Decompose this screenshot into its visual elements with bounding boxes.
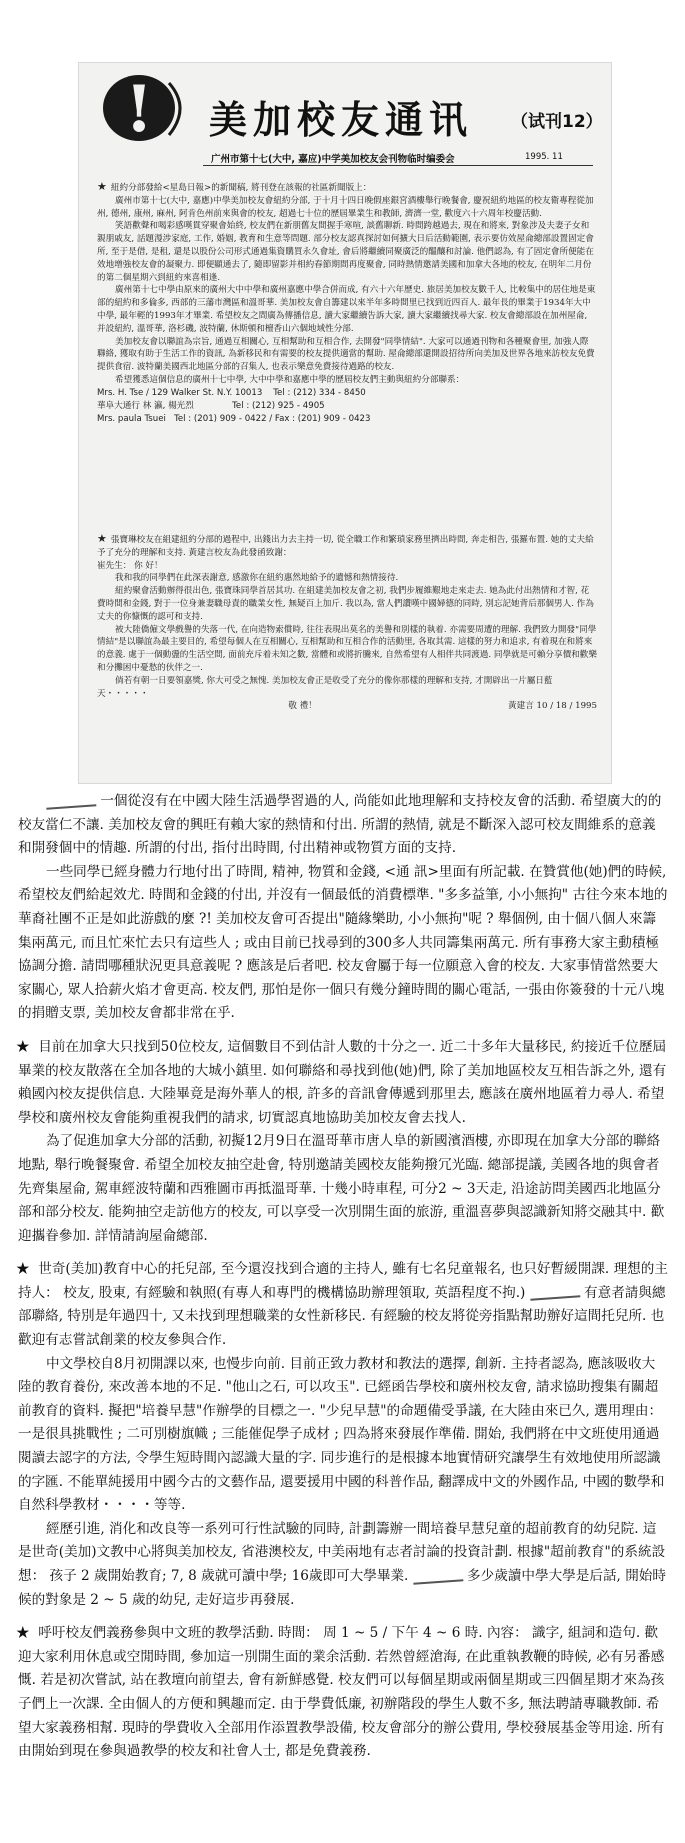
article-paragraph: 中文學校自8月初開課以來, 也慢步向前. 目前正致力教材和教法的選擇, 創新. 主持者認為, 應該吸收大陸的教育養份, 來改善本地的不足. "他山之石, 可以攻玉". 已經函告學校和廣州校友會, 請求協助搜集有關超前教育的資料. 擬把"培養早慧"作辦學的目標之一. "少兒早慧"的命題備受爭議, 在大陸由來已久, 選用理由：一是很具挑戰性 ; 二可別樹旗幟 ; 三能催促學子成材 ; 四為將來發展作準備. 開始, 我們將在中文班使用通過閱讀去認字的方法, 令學生短時間內認識大量的字. 同步進行的是根據本地實情研究讓學生有效地使用所認識的字匯. 不能單純援用中國今古的文藝作品, 還要援用中國的科普作品, 翻譯成中文的外國作品, 中國的數學和自然科學教材・・・・等等.: [18, 1355, 665, 1514]
contact-row: 華阜大通行 林 瀛, 楊光烈 Tel : (212) 925 - 4905: [97, 400, 325, 411]
star-bullet-icon: ★: [97, 180, 107, 193]
article-paragraph: 一個從沒有在中國大陸生活過學習過的人, 尚能如此地理解和支持校友會的活動. 希望廣大的的校友當仁不讓. 美加校友會的興旺有賴大家的熱情和付出. 所謂的熱情, 就是不斷深入認可校友間維系的意義和開發個中的情趣. 所謂的付出, 指付出時間, 付出精神或物質方面的支持.: [18, 793, 662, 857]
letter-salutation: 崔先生： 你 好！: [97, 560, 163, 571]
letter-paragraph: 紐約聚會活動辦得很出色, 張寶珠同學首居其功. 在組建美加校友會之初, 我們步履維艱地走來走去. 她為此付出熱情和才智, 花費時間和金錢, 對于一位身兼妻職母責的職業女性, 無疑百上加斤. 我以為, 當人們讚嘆中國婦德的同時, 別忘記她背后那個男人. 作為丈夫的你慷慨的認可和支持.: [97, 586, 594, 622]
article-paragraph: 一些同學已經身體力行地付出了時間, 精神, 物質和金錢, <通 訊>里面有所記載. 在贊賞他(她)們的時候, 希望校友們給起效尤. 時間和金錢的付出, 并沒有一個最低的消費標準. "多多益筆, 小小無拘" 古往今來本地的華裔社團不正是如此游戲的麼 ?! 美加校友會可否提出"隨緣樂助, 小小無拘"呢 ? 舉個例, 由十個八個人來籌集兩萬元, 而且忙來忙去只有這些人 ; 或由目前已找尋到的300多人共同籌集兩萬元. 所有事務大家主動積極協調分擔. 請問哪種狀況更具意義呢 ? 應該是后者吧. 校友會屬于每一位願意入會的校友. 大家事情當然要大家關心, 眾人拾薪火焰才會更高. 校友們, 那怕是你一個只有幾分鐘時間的關心電話, 一張由你簽發的十元八塊的捐贈支票, 美加校友會都非常在乎.: [18, 863, 668, 1022]
scan-paragraph: 美加校友會以聯誼為宗旨, 通過互相關心, 互相幫助和互相合作, 去開發"同學情結". 大家可以通過刊物和各種聚會里, 加強人際聯絡, 獲取有助于生活工作的資訊, 為新移民和有需要的校友提供適當的幫助. 屋侖總部還開設招待所向美加及世界各地來訪校友免費提供食宿. 波特蘭美國西北地區分部的召集人, 也表示樂意免費接待過路的校友.: [97, 336, 595, 373]
publisher-subtitle: 广州市第十七(大中, 嘉应)中学美加校友会刊物临时编委会: [211, 154, 455, 165]
article-paragraph: 為了促進加拿大分部的活動, 初擬12月9日在溫哥華市唐人阜的新國濱酒樓, 亦即現在加拿大分部的聯絡地點, 舉行晚餐聚會. 希望全加校友抽空赴會, 特別邀請美國校友能夠撥冗光臨. 總部提議, 美國各地的與會者先齊集屋侖, 駕車經波特蘭和西雅圖市再抵溫哥華. 十幾小時車程, 可分2 ~ 3天走, 沿途訪問美國西北地區分部和部分校友. 能夠抽空走訪他方的校友, 可以享受一次別開生面的旅游, 重溫喜夢與認識新知將交融其中. 歡迎攜眷參加. 詳情請詢屋侖總部.: [18, 1133, 665, 1244]
typed-article-body: [18, 790, 668, 1764]
article-paragraph: ★ 世奇(美加)教育中心的托兒部, 至今還沒找到合適的主持人, 雖有七名兒童報名, 也只好暫緩開課. 理想的主持人： 校友, 股東, 有經驗和執照(有專人和專門的機構協助辦理領取, 英語程度不拘.) 有意者請與總部聯絡, 特別是年過四十, 又未找到理想職業的女性新移民. 有經驗的校友將從旁指點幫助辦好這間托兒所. 也歡迎有志嘗試創業的校友參與合作.: [16, 1261, 668, 1349]
scan-article-1: [97, 181, 597, 426]
star-bullet-icon: ★: [16, 1261, 30, 1278]
newsletter-title: 美加校友通讯: [209, 97, 474, 142]
star-bullet-icon: ★: [16, 1038, 30, 1055]
logo-symbol: !: [124, 73, 154, 143]
issue-label: （试刊12）: [511, 112, 603, 132]
letter-closing: 敬 禮！: [288, 701, 317, 712]
letter-signature: [97, 700, 597, 713]
issue-date: 1995. 11: [525, 152, 563, 162]
article-paragraph: ★ 目前在加拿大只找到50位校友, 這個數目不到估計人數的十分之一. 近二十多年大量移民, 約接近千位歷屆畢業的校友散落在全加各地的大城小鎮里. 如何聯絡和尋找到他(她)們, 除了美加地區校友互相告訴之外, 還有賴國內校友提供信息. 大陸畢竟是海外華人的根, 許多的音訊會傳遞到那里去, 應該在廣州地區着力尋人. 希望學校和廣州校友會能夠重視我們的請求, 切實認真地協助美加校友會去找人.: [16, 1038, 667, 1126]
star-bullet-icon: ★: [16, 1625, 30, 1642]
scan-paragraph: 希望獲悉這個信息的廣州十七中學, 大中中學和嘉應中學的歷屆校友們主動與紐約分部聯系：: [115, 374, 465, 385]
scribble-mark: [46, 794, 97, 809]
scan-lead-1: 紐約分部發給<星島日報>的新聞稿, 將刊登在該報的社區新聞版上：: [110, 183, 372, 193]
scan-paragraph: 廣州市第十七(大中, 嘉應)中學美加校友會紐約分部, 于十月十四日晚假座銀宮酒樓舉行晚餐會, 慶祝紐約地區的校友衛專程從加州, 德州, 康州, 麻州, 阿肯色州前來與會的校友, 超過七十位的歷屆畢業生和教師, 濟濟一堂, 歡度六十六周年校慶活動.: [97, 195, 594, 219]
scribble-mark: [412, 1569, 463, 1584]
letter-paragraph: 我和我的同學們在此深表謝意, 感激你在紐約惠然地給予的遺憾和熱情接待.: [115, 573, 399, 584]
star-bullet-icon: ★: [97, 532, 107, 545]
article-paragraph: ★ 呼吁校友們義務參與中文班的教學活動. 時間： 周 1 ~ 5 / 下午 4 ~ 6 時. 內容： 識字, 組詞和造句. 歡迎大家利用休息或空閒時間, 參加這一別開生面的業余活動. 若然曾經滄海, 在此重執教鞭的時候, 必有另番感慨. 若是初次嘗試, 站在教壇向前望去, 會有新鮮感覺. 校友們可以每個星期或兩個星期或三四個星期才來為孩子們上一次課. 全由個人的方便和興趣而定. 由于學費低廉, 初辦階段的學生人數不多, 無法聘請專職教師. 希望大家義務相幫. 現時的學費收入全部用作添置教學設備, 校友會部分的辦公費用, 學校發展基金等用途. 所有由開始到現在參與過教學的校友和社會人士, 都是免費義務.: [16, 1625, 665, 1760]
article-paragraph: 經歷引進, 消化和改良等一系列可行性試驗的同時, 計劃籌辦一間培養早慧兒童的超前教育的幼兒院. 這是世奇(美加)文教中心將與美加校友, 省港澳校友, 中美兩地有志者討論的投資計劃. 根據"超前教育"的系統設想： 孩子 2 歲開始教育; 7, 8 歲就可讀中學; 16歲即可大學畢業. 多少歲讀中學大學是后話, 開始時候的對象是 2 ~ 5 歲的幼兒, 走好這步再發展.: [18, 1520, 666, 1608]
scan-paragraph: 廣州第十七中學由原來的廣州大中中學和廣州嘉應中學合併而成, 有六十六年歷史. 旅居美加校友數千人, 比較集中的居住地是東部的紐約和多倫多, 西部的三藩市灣區和溫哥華. 美加校友會自籌建以來半年多時間里已找到近四百人. 最年長的畢業于1934年大中中學, 最年輕的1993年才畢業. 希望校友之間廣為傳播信息, 讀大家繼續告訴大家, 讀大家繼續找尋大家. 校友會總部設在加州屋侖, 并設紐約, 溫哥華, 洛杉磯, 波特蘭, 休斯頓和檀香山六個地域性分部.: [97, 285, 596, 334]
letter-paragraph: 倘若有朝一日要領嘉獎, 你大可受之無愧. 美加校友會正是收受了充分的像你那樣的理解和支持, 才開辟出一片屬日藍天・・・・・: [97, 675, 553, 699]
contact-row: Mrs. H. Tse / 129 Walker St. N.Y. 10013 Tel : (212) 334 - 8450: [97, 387, 366, 398]
scribble-mark: [529, 1286, 580, 1301]
contact-row: Mrs. paula Tsuei Tel : (201) 909 - 0422 / Fax : (201) 909 - 0423: [97, 413, 371, 424]
scan-lead-2: 張寶琳校友在組建紐約分部的過程中, 出錢出力去主持一切, 從全職工作和繁瑣家務里擠出時間, 奔走相告, 張羅布置. 她的丈夫給予了充分的理解和支持. 黃建言校友為此發函致謝：: [97, 535, 594, 558]
masthead-divider: [203, 165, 593, 166]
letter-paragraph: 被大陸僑僱文學戲譽的失落一代, 在向造物索償時, 往往表現出莫名的美譽和別樣的執着. 亦需要周遭的理解. 我們致力開發"同學情結"是以聯誼為最主要目的, 希望每個人在互相關心, 互相幫助和互相合作的活動里, 各取其需. 這樣的努力和追求, 有着現在和將來的意義. 處于一個動盪的生活空間, 面前充斥着未知之數, 當體和或將折騰來, 自然希望有人相伴共同渡過. 同學就是可賴分享價和歡樂和分攤困中憂愁的伙伴之一.: [97, 624, 597, 673]
scan-paragraph: 笑語歡聲和喝彩感嘆貫穿聚會始終, 校友們在新朋舊友間握手寒喧, 談舊聊新. 時間跨越過去, 現在和將來, 對象涉及夫妻子女和親朋戚友, 話題漫涉家庭, 工作, 婚姻, 教育和生意等問題. 部分校友認真探討如何擴大日后活動範圍, 表示要仿效屋侖總部設置固定會所, 至于是借, 是租, 還是以股份公司形式通過集資購買永久會址, 會后將繼續同聚廣泛的醞釀和討論. 他們認為, 有了固定會所便能在效地增強校友會的凝聚力. 即便顯通去了, 隨即留影并相約春節期間再度聚會, 同時熱情邀請美國和加拿大各地的校友, 在明年二月份的第二個星期六到紐約來喜相逢.: [97, 221, 594, 283]
letter-author-date: 黃建言 10 / 18 / 1995: [508, 701, 597, 712]
scanned-newsletter-panel: [78, 62, 612, 784]
exclamation-logo-icon: [99, 73, 193, 143]
scan-article-2: [97, 533, 597, 713]
contact-list: [97, 387, 597, 426]
